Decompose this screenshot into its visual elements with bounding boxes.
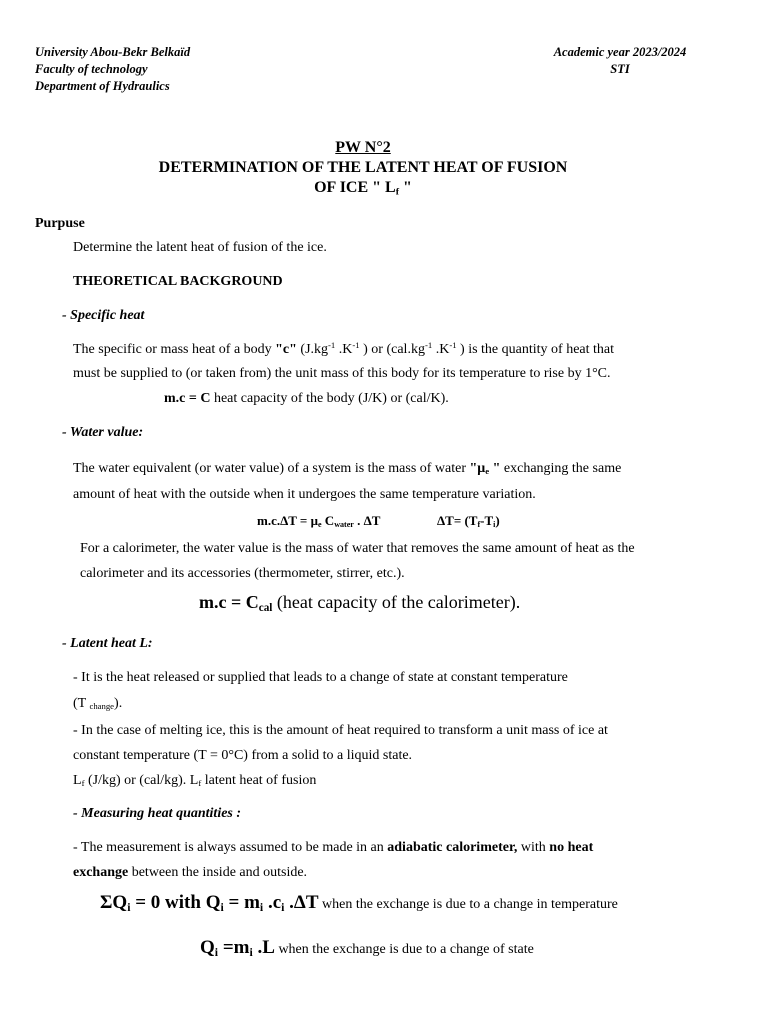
subscript: f	[81, 778, 85, 789]
bold-text: adiabatic calorimeter,	[387, 840, 518, 855]
title-line-2	[0, 178, 726, 202]
text: ).	[114, 696, 123, 711]
formula: .ΔT	[284, 892, 319, 913]
text: ) is the quantity of heat that	[456, 341, 615, 357]
department-code: STI	[610, 62, 630, 76]
specific-heat-formula	[164, 390, 449, 408]
subscript: i	[259, 900, 264, 914]
subscript: i	[281, 900, 285, 914]
subscript: i	[220, 900, 224, 914]
symbol-c: "c"	[275, 341, 297, 357]
title-line-2-text: OF ICE " L	[314, 179, 396, 196]
purpose-text: Determine the latent heat of fusion of the ice.	[73, 240, 327, 255]
text: The specific or mass heat of a body	[73, 341, 276, 357]
formula: = 0 with Q	[130, 892, 221, 913]
university-name: University Abou-Bekr Belkaïd	[35, 45, 191, 59]
text: .K	[335, 341, 353, 357]
latent-heat-line-2	[73, 695, 122, 713]
text: L	[73, 773, 82, 788]
text: (J.kg	[296, 341, 329, 357]
formula-state-change	[200, 936, 534, 961]
text: (J/kg) or (cal/kg). L	[84, 773, 199, 788]
formula-temperature-change	[100, 891, 618, 916]
latent-heat-line-4: constant temperature (T = 0°C) from a solid to a liquid state.	[73, 748, 413, 763]
eq: . ΔT	[353, 513, 381, 528]
formula: m.c = C	[199, 592, 259, 612]
subscript: water	[334, 520, 354, 529]
purpose-heading: Purpuse	[35, 216, 85, 231]
eq: ΔT= (T	[437, 513, 478, 528]
title-line-2-sub: f	[395, 186, 400, 198]
text: The water equivalent (or water value) of a system is the mass of water	[73, 461, 470, 476]
header-right	[544, 44, 696, 78]
superscript: -1	[449, 340, 457, 350]
superscript: -1	[424, 340, 433, 350]
theory-heading: THEORETICAL BACKGROUND	[73, 274, 283, 289]
text: (T	[73, 696, 90, 711]
water-value-line-1	[73, 460, 621, 478]
subscript: e	[317, 520, 322, 529]
faculty-name: Faculty of technology	[35, 62, 148, 76]
subscript: cal	[258, 601, 273, 614]
delta-t-definition	[437, 513, 500, 530]
text: with	[517, 840, 550, 855]
text: ) or (cal.kg	[359, 341, 425, 357]
measuring-line-2	[73, 864, 307, 882]
title-line-1: DETERMINATION OF THE LATENT HEAT OF FUSION	[158, 159, 568, 176]
title-line-2-end: "	[399, 179, 412, 196]
specific-heat-heading: - Specific heat	[62, 308, 145, 323]
symbol-end: "	[489, 461, 501, 476]
formula: .L	[252, 937, 275, 958]
formula: .c	[263, 892, 282, 913]
subscript: f	[198, 778, 202, 789]
subscript: f	[477, 520, 481, 529]
water-value-heading: - Water value:	[62, 425, 144, 440]
formula: =m	[218, 937, 250, 958]
formula: = m	[223, 892, 260, 913]
header-left	[35, 44, 190, 95]
text: latent heat of fusion	[201, 773, 317, 788]
eq: )	[495, 513, 500, 528]
bold-text: exchange	[73, 865, 129, 880]
superscript: -1	[328, 340, 336, 350]
academic-year: Academic year 2023/2024	[553, 45, 687, 59]
formula-text: when the exchange is due to a change of state	[274, 942, 534, 957]
formula-text: when the exchange is due to a change in temperature	[318, 897, 618, 912]
specific-heat-line-1	[73, 340, 614, 358]
pw-number: PW N°2	[335, 139, 391, 156]
text: exchanging the same	[500, 461, 622, 476]
latent-heat-heading: - Latent heat L:	[62, 636, 153, 651]
subscript: i	[249, 945, 253, 959]
calorimeter-formula	[199, 591, 520, 616]
text: .K	[432, 341, 450, 357]
subscript: e	[485, 466, 490, 477]
calorimeter-line-2: calorimeter and its accessories (thermometer, stirrer, etc.).	[80, 566, 405, 581]
subscript: i	[493, 520, 496, 529]
latent-heat-line-1: - It is the heat released or supplied that leads to a change of state at constant temperature	[73, 670, 568, 685]
symbol-mu: "μ	[469, 461, 486, 476]
eq: -T	[480, 513, 494, 528]
formula-text: (heat capacity of the calorimeter).	[272, 592, 521, 612]
subscript: i	[214, 945, 219, 959]
latent-heat-line-3: - In the case of melting ice, this is the amount of heat required to transform a unit mass of ice at	[73, 723, 608, 738]
calorimeter-line-1: For a calorimeter, the water value is the mass of water that removes the same amount of heat as the	[80, 541, 635, 556]
bold-text: no heat	[549, 840, 594, 855]
formula: ΣQ	[100, 892, 128, 913]
eq: m.c.ΔT = μ	[257, 513, 318, 528]
text: between the inside and outside.	[128, 865, 308, 880]
measuring-heading: - Measuring heat quantities :	[73, 806, 242, 821]
department-name: Department of Hydraulics	[35, 79, 170, 93]
latent-heat-line-5	[73, 772, 316, 790]
formula-text: heat capacity of the body (J/K) or (cal/K).	[210, 391, 449, 406]
superscript: -1	[352, 340, 360, 350]
document-title	[0, 138, 726, 202]
eq: C	[321, 513, 335, 528]
water-value-equation	[257, 513, 380, 530]
specific-heat-line-2: must be supplied to (or taken from) the unit mass of this body for its temperature to rise by 1°C.	[73, 366, 611, 381]
formula: Q	[200, 937, 215, 958]
text: - The measurement is always assumed to be made in an	[73, 840, 388, 855]
subscript: change	[89, 701, 115, 712]
measuring-line-1	[73, 839, 593, 857]
water-value-line-2: amount of heat with the outside when it undergoes the same temperature variation.	[73, 487, 536, 502]
subscript: i	[127, 900, 131, 914]
formula: m.c = C	[164, 391, 211, 406]
